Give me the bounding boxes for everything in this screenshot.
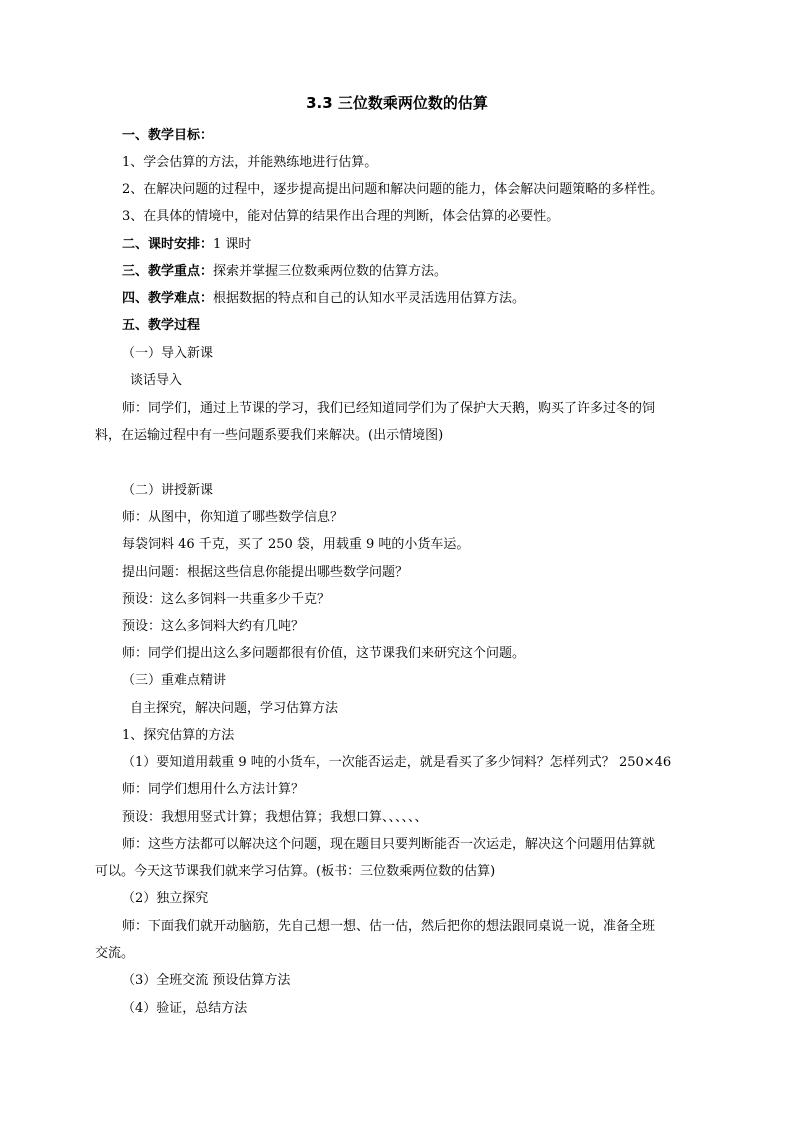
section-heading-difficulty: 四、教学难点：根据数据的特点和自己的认知水平灵活选用估算方法。 <box>122 291 526 306</box>
paragraph-line: 1、探究估算的方法 <box>122 728 235 743</box>
paragraph-line: 师：同学们，通过上节课的学习，我们已经知道同学们为了保护大天鹅，购买了许多过冬的饲 <box>122 401 656 416</box>
subsection-heading: （4）验证，总结方法 <box>122 1001 248 1016</box>
subsection-heading: （2）独立探究 <box>122 891 209 906</box>
paragraph-line: （1）要知道用载重 9 吨的小货车，一次能否运走，就是看买了多少饲料？怎样列式？ 250×46 <box>122 755 672 770</box>
section-heading-key-point: 三、教学重点：探索并掌握三位数乘两位数的估算方法。 <box>122 264 448 279</box>
paragraph-line: 师：下面我们就开动脑筋，先自己想一想、估一估，然后把你的想法跟同桌说一说，准备全班 <box>122 919 656 934</box>
paragraph-line: 提出问题：根据这些信息你能提出哪些数学问题？ <box>122 565 409 580</box>
paragraph-line: 交流。 <box>95 946 135 961</box>
section-heading-process: 五、教学过程 <box>122 318 201 333</box>
paragraph-line: 每袋饲料 46 千克，买了 250 袋，用载重 9 吨的小货车运。 <box>122 537 470 552</box>
subsection-heading: （3）全班交流 预设估算方法 <box>122 973 291 988</box>
paragraph-line: 1、学会估算的方法，并能熟练地进行估算。 <box>122 155 378 170</box>
paragraph-line: 师：从图中，你知道了哪些数学信息？ <box>122 510 344 525</box>
paragraph-line: 2、在解决问题的过程中，逐步提高提出问题和解决问题的能力，体会解决问题策略的多样性。 <box>122 182 664 197</box>
page-title: 3.3 三位数乘两位数的估算 <box>306 94 488 112</box>
subsection-heading: （一）导入新课 <box>122 346 214 361</box>
paragraph-line: 师：这些方法都可以解决这个问题，现在题目只要判断能否一次运走，解决这个问题用估算就 <box>122 837 656 852</box>
section-heading-objectives: 一、教学目标： <box>122 128 214 143</box>
paragraph-line: 预设：这么多饲料大约有几吨？ <box>122 619 305 634</box>
paragraph-line: 预设：我想用竖式计算；我想估算；我想口算、、、、、、 <box>122 810 428 825</box>
section-heading-schedule: 二、课时安排：1 课时 <box>122 237 252 252</box>
paragraph-line: 谈话导入 <box>130 373 183 388</box>
subsection-heading: （二）讲授新课 <box>122 483 214 498</box>
paragraph-line: 师：同学们提出这么多问题都很有价值，这节课我们来研究这个问题。 <box>122 646 526 661</box>
subsection-heading: （三）重难点精讲 <box>122 673 227 688</box>
paragraph-line: 预设：这么多饲料一共重多少千克？ <box>122 592 331 607</box>
paragraph-line: 可以。今天这节课我们就来学习估算。(板书：三位数乘两位数的估算) <box>95 864 496 879</box>
paragraph-line: 师：同学们想用什么方法计算？ <box>122 782 305 797</box>
paragraph-line: 自主探究，解决问题，学习估算方法 <box>130 701 339 716</box>
paragraph-line: 料，在运输过程中有一些问题系要我们来解决。(出示情境图) <box>95 428 444 443</box>
paragraph-line: 3、在具体的情境中，能对估算的结果作出合理的判断，体会估算的必要性。 <box>122 209 560 224</box>
